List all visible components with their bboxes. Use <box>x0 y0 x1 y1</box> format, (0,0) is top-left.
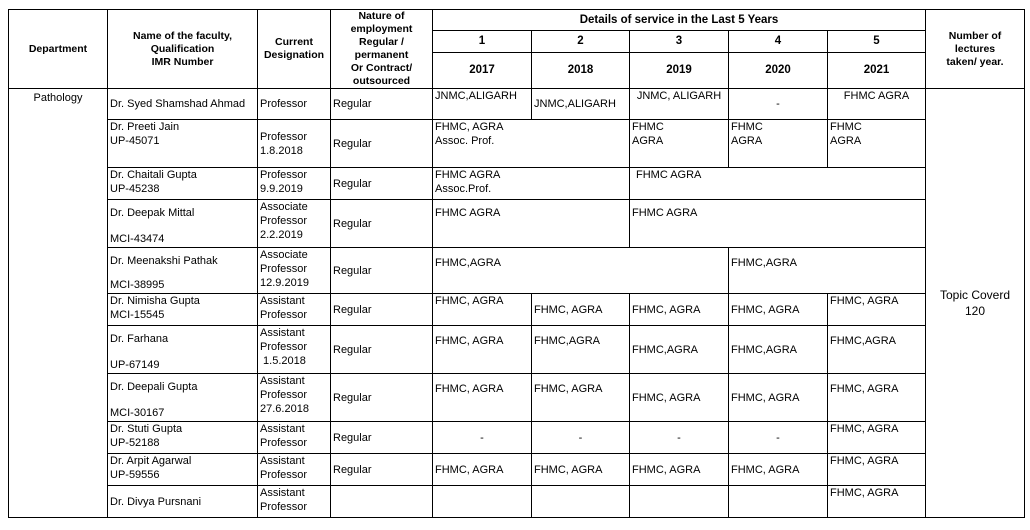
imr-number: MCI-15545 <box>110 309 165 321</box>
employment-cell: Regular <box>331 168 433 200</box>
header-year: 2021 <box>828 52 926 88</box>
imr-number: UP-45071 <box>110 135 160 147</box>
header-designation-line: Designation <box>263 49 325 61</box>
service-cell <box>433 168 630 200</box>
faculty-name: Dr. Deepak Mittal <box>110 207 195 219</box>
table-row <box>9 89 1025 120</box>
imr-number: MCI-38995 <box>110 279 165 291</box>
imr-number: UP-52188 <box>110 437 160 449</box>
designation-line: Assistant <box>260 295 305 307</box>
header-year-number: 1 <box>433 31 532 52</box>
service-line: FHMC <box>632 121 664 133</box>
service-cell <box>729 120 828 168</box>
faculty-name-cell <box>108 120 258 168</box>
designation-line: Professor <box>260 309 308 321</box>
imr-number: MCI-43474 <box>110 233 165 245</box>
employment-cell: Regular <box>331 248 433 294</box>
header-department: Department <box>9 10 108 89</box>
service-cell: JNMC,ALIGARH <box>433 89 532 120</box>
service-cell: FHMC, AGRA <box>729 294 828 326</box>
service-cell: FHMC AGRA <box>630 168 926 200</box>
service-cell <box>433 120 630 168</box>
designation-cell <box>258 168 331 200</box>
service-line: Assoc.Prof. <box>435 183 492 195</box>
faculty-name-cell <box>108 294 258 326</box>
header-lectures <box>926 10 1025 89</box>
service-line: AGRA <box>830 135 862 147</box>
service-cell: FHMC, AGRA <box>729 454 828 486</box>
designation-line: Professor <box>260 169 308 181</box>
service-cell: FHMC, AGRA <box>532 454 630 486</box>
service-cell: FHMC AGRA <box>630 200 926 248</box>
service-line: Assoc. Prof. <box>435 135 495 147</box>
service-cell <box>630 120 729 168</box>
service-cell: FHMC,AGRA <box>729 326 828 374</box>
header-employment-line: outsourced <box>352 75 411 87</box>
faculty-name-cell <box>108 168 258 200</box>
service-cell: - <box>729 89 828 120</box>
service-cell: FHMC, AGRA <box>828 486 926 518</box>
header-year-number: 4 <box>729 31 828 52</box>
faculty-name: Dr. Syed Shamshad Ahmad <box>108 89 258 120</box>
designation-line: Professor <box>260 130 308 143</box>
service-cell: - <box>532 422 630 454</box>
designation-line: Assistant <box>260 455 305 467</box>
header-employment-line: Regular / permanent <box>354 36 409 61</box>
header-designation-line: Current <box>275 36 313 48</box>
header-year: 2019 <box>630 52 729 88</box>
designation-line: Assistant <box>260 327 305 339</box>
designation-cell <box>258 326 331 374</box>
service-cell <box>532 486 630 518</box>
imr-number: MCI-30167 <box>110 407 165 419</box>
designation-line: Professor <box>260 389 308 401</box>
designation-cell <box>258 374 331 422</box>
table-row <box>9 422 1025 454</box>
designation-cell <box>258 486 331 518</box>
designation-cell <box>258 294 331 326</box>
header-year-number: 2 <box>532 31 630 52</box>
faculty-name-cell <box>108 454 258 486</box>
lectures-topic: Topic Coverd <box>939 288 1011 302</box>
designation-line: Assistant <box>260 423 305 435</box>
service-cell <box>433 486 532 518</box>
service-cell: FHMC AGRA <box>828 89 926 120</box>
employment-cell: Regular <box>331 326 433 374</box>
service-cell: FHMC, AGRA <box>828 422 926 454</box>
designation-line: Assistant <box>260 487 305 499</box>
service-cell: FHMC, AGRA <box>433 294 532 326</box>
service-cell: FHMC, AGRA <box>828 454 926 486</box>
imr-number: UP-67149 <box>110 359 160 371</box>
service-cell <box>630 486 729 518</box>
service-line: AGRA <box>632 135 664 147</box>
designation-cell <box>258 248 331 294</box>
faculty-name-cell <box>108 200 258 248</box>
service-cell: FHMC, AGRA <box>433 374 532 422</box>
service-cell: FHMC, AGRA <box>630 454 729 486</box>
table-row <box>9 486 1025 518</box>
service-cell: FHMC,AGRA <box>433 248 729 294</box>
service-cell <box>828 120 926 168</box>
service-cell: FHMC, AGRA <box>630 374 729 422</box>
table-row <box>9 120 1025 168</box>
service-cell: FHMC,AGRA <box>630 326 729 374</box>
faculty-name: Dr. Chaitali Gupta <box>110 169 197 181</box>
designation-line: Professor <box>260 469 308 481</box>
header-faculty-line: Name of the faculty, <box>133 29 232 42</box>
designation-line: Professor <box>260 437 308 449</box>
employment-cell: Regular <box>331 120 433 168</box>
table-row <box>9 326 1025 374</box>
designation-cell <box>258 200 331 248</box>
designation-cell: Professor <box>258 89 331 120</box>
faculty-name: Dr. Farhana <box>110 333 169 345</box>
employment-cell: Regular <box>331 89 433 120</box>
faculty-name-cell <box>108 248 258 294</box>
employment-cell: Regular <box>331 374 433 422</box>
service-cell: JNMC, ALIGARH <box>630 89 729 120</box>
faculty-service-table <box>8 9 1025 518</box>
lectures-count: 120 <box>964 304 986 318</box>
designation-line: Professor <box>260 501 308 513</box>
faculty-name: Dr. Arpit Agarwal <box>110 455 192 467</box>
service-cell: FHMC AGRA <box>433 200 630 248</box>
table-row <box>9 168 1025 200</box>
faculty-name: Dr. Meenakshi Pathak <box>110 255 218 267</box>
designation-line: 27.6.2018 <box>260 403 309 415</box>
imr-number: UP-45238 <box>110 183 160 195</box>
designation-cell <box>258 454 331 486</box>
faculty-name: Dr. Stuti Gupta <box>110 423 183 435</box>
designation-line: Associate <box>260 201 308 213</box>
service-cell: - <box>729 422 828 454</box>
service-cell: FHMC, AGRA <box>828 374 926 422</box>
designation-line: 1.5.2018 <box>260 355 306 367</box>
table-row <box>9 374 1025 422</box>
header-faculty-line: Qualification <box>150 42 215 55</box>
designation-line: Professor <box>260 263 308 275</box>
header-faculty-line: IMR Number <box>151 55 214 68</box>
header-designation <box>258 10 331 89</box>
service-line: FHMC, AGRA <box>435 121 504 133</box>
header-lectures-line: Number of lectures <box>948 29 1002 55</box>
faculty-name-cell <box>108 374 258 422</box>
header-year-number: 3 <box>630 31 729 52</box>
designation-line: Professor <box>260 341 308 353</box>
service-cell: FHMC, AGRA <box>828 294 926 326</box>
service-line: FHMC <box>731 121 763 133</box>
service-cell: FHMC,AGRA <box>532 326 630 374</box>
department-cell: Pathology <box>9 89 108 518</box>
header-employment <box>331 10 433 89</box>
faculty-name: Dr. Preeti Jain <box>110 121 180 133</box>
table-row <box>9 454 1025 486</box>
designation-line: 1.8.2018 <box>260 144 303 157</box>
employment-cell: Regular <box>331 200 433 248</box>
service-cell: FHMC, AGRA <box>532 374 630 422</box>
service-line: FHMC AGRA <box>435 169 501 181</box>
faculty-name-cell <box>108 422 258 454</box>
service-cell: - <box>433 422 532 454</box>
designation-line: 2.2.2019 <box>260 229 303 241</box>
designation-line: Associate <box>260 249 308 261</box>
service-cell: FHMC, AGRA <box>729 374 828 422</box>
service-cell: JNMC,ALIGARH <box>532 89 630 120</box>
table-row <box>9 248 1025 294</box>
faculty-name: Dr. Divya Pursnani <box>108 486 258 518</box>
employment-cell: Regular <box>331 454 433 486</box>
service-cell: FHMC, AGRA <box>532 294 630 326</box>
table-row <box>9 294 1025 326</box>
header-service-details: Details of service in the Last 5 Years <box>433 10 926 31</box>
header-lectures-line: taken/ year. <box>946 55 1004 68</box>
table-row <box>9 200 1025 248</box>
header-employment-line: Or Contract/ <box>350 62 413 74</box>
faculty-name: Dr. Deepali Gupta <box>110 381 198 393</box>
designation-cell <box>258 422 331 454</box>
header-faculty <box>108 10 258 89</box>
header-employment-line: Nature of employment <box>350 10 413 35</box>
service-cell: FHMC,AGRA <box>828 326 926 374</box>
faculty-name: Dr. Nimisha Gupta <box>110 295 200 307</box>
designation-line: Assistant <box>260 375 305 387</box>
header-year: 2018 <box>532 52 630 88</box>
header-year: 2017 <box>433 52 532 88</box>
service-cell: FHMC, AGRA <box>433 326 532 374</box>
designation-cell <box>258 120 331 168</box>
service-cell <box>729 486 828 518</box>
lectures-cell <box>926 89 1025 518</box>
service-cell: FHMC,AGRA <box>729 248 926 294</box>
faculty-name-cell <box>108 326 258 374</box>
designation-line: Professor <box>260 215 308 227</box>
employment-cell: Regular <box>331 294 433 326</box>
service-line: FHMC <box>830 121 862 133</box>
service-cell: FHMC, AGRA <box>433 454 532 486</box>
imr-number: UP-59556 <box>110 469 160 481</box>
employment-cell: Regular <box>331 422 433 454</box>
designation-line: 12.9.2019 <box>260 277 309 289</box>
service-line: AGRA <box>731 135 763 147</box>
header-year-number: 5 <box>828 31 926 52</box>
designation-line: 9.9.2019 <box>260 183 303 195</box>
header-year: 2020 <box>729 52 828 88</box>
service-cell: - <box>630 422 729 454</box>
service-cell: FHMC, AGRA <box>630 294 729 326</box>
employment-cell <box>331 486 433 518</box>
